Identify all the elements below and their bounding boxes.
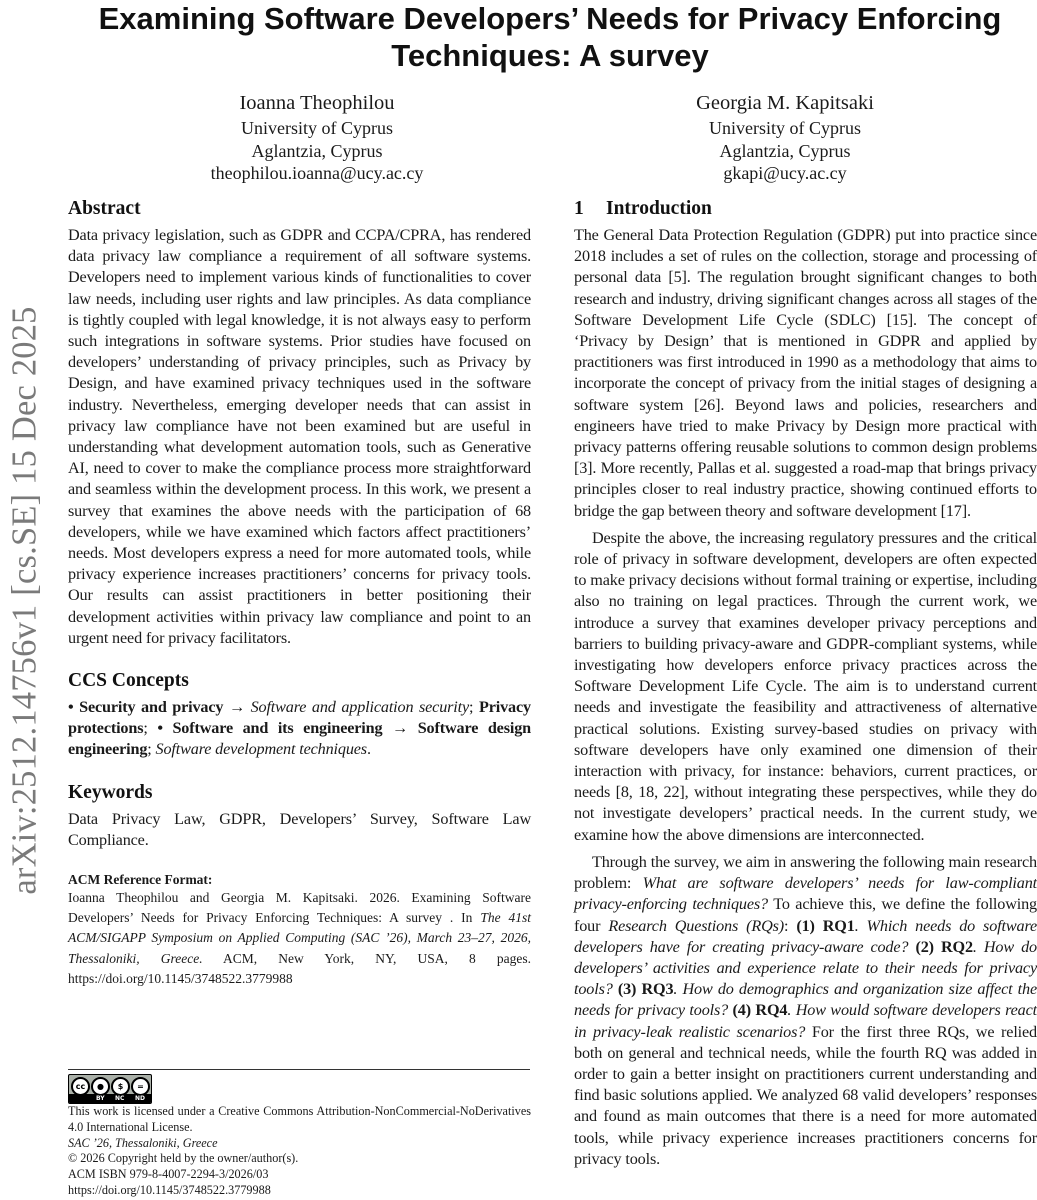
badge-label-nc: NC — [115, 1095, 125, 1102]
right-column — [574, 197, 1037, 1170]
author-location: Aglantzia, Cyprus — [251, 140, 383, 161]
author-name: Georgia M. Kapitsaki — [696, 92, 874, 114]
title-line-2: Techniques: A survey — [391, 38, 709, 73]
author-affiliation: University of Cyprus — [241, 118, 393, 138]
ccs-arrow: → — [382, 719, 418, 738]
left-column — [68, 197, 531, 989]
ccs-concepts — [68, 697, 531, 761]
footer-rule — [68, 1069, 530, 1070]
author-block-2 — [605, 90, 965, 185]
rq3-label: (3) RQ3 — [612, 980, 674, 999]
rq2-label: (2) RQ2 — [908, 937, 973, 956]
rq4-text: . How would software developers react in privacy-leak realistic scenarios? — [574, 1001, 1037, 1041]
conference-line — [68, 1136, 531, 1152]
copyright-line: © 2026 Copyright held by the owner/author(s). — [68, 1151, 299, 1166]
badge-label-nd: ND — [135, 1095, 146, 1102]
badge-label-by: BY — [96, 1095, 105, 1102]
author-affiliation: University of Cyprus — [709, 118, 861, 138]
acm-reference-end: ACM, New York, NY, USA, 8 pages. https://doi.org/10.1145/3748522.3779988 — [68, 950, 531, 986]
ccs-sep: ; — [143, 719, 158, 738]
ccs-italic: Software and application security — [250, 698, 470, 717]
p3-text: Through the survey, we aim in answering the following main research problem: — [574, 852, 1037, 893]
author-email: gkapi@ucy.ac.cy — [723, 163, 847, 183]
creative-commons-badge — [68, 1074, 152, 1104]
rq-term: Research Questions (RQs) — [608, 916, 785, 935]
author-name: Ioanna Theophilou — [239, 92, 395, 114]
intro-paragraph-3 — [574, 852, 1037, 1170]
keywords-heading: Keywords — [68, 781, 153, 803]
p3-text: To achieve this, we define the following four — [574, 895, 1037, 935]
author-location: Aglantzia, Cyprus — [719, 140, 851, 161]
section-number: 1 — [574, 198, 584, 219]
isbn-line: ACM ISBN 979-8-4007-2294-3/2026/03 — [68, 1167, 269, 1182]
arxiv-identifier-text: arXiv:2512.14756v1 [cs.SE] 15 Dec 2025 — [5, 306, 44, 895]
rq1-text: . Which needs do software developers have for creating privacy-aware code? — [574, 916, 1037, 956]
keywords-text: Data Privacy Law, GDPR, Developers’ Survey, Software Law Compliance. — [68, 809, 531, 849]
acm-reference-text — [68, 888, 531, 989]
intro-paragraph-2: Despite the above, the increasing regulatory pressures and the critical role of privacy in software development, developers are often expected to make privacy decisions without formal training or expertise, including also no training on legal practices. Through the current work, we introduce a survey that examines developer privacy perceptions and barriers to building privacy-aware and GDPR-compliant systems, while investigating how developers enforce privacy practices across the Software Development Life Cycle. The aim is to understand current needs and investigate the feasibility and attractiveness of alternative practical solutions. Existing survey-based studies on privacy with software developers have only examined one dimension of their interaction with privacy, for instance: behaviors, current practices, or needs [8, 18, 22], without integrating these perspectives, while they do not investigate developers’ practical needs. In the current study, we examine how the above dimensions are interconnected. — [574, 528, 1037, 844]
doi-line: https://doi.org/10.1145/3748522.3779988 — [68, 1182, 271, 1197]
research-problem: What are software developers’ needs for law-compliant privacy-enforcing techniques? — [574, 874, 1037, 914]
p3-text: For the first three RQs, we relied both on general and technical needs, while the fourth RQ was added in order to gain a better insight on practitioners current understanding and find basic solutions applied. We analyzed 68 valid developers’ responses and found as main outcomes that there is a need for more automated tools, while privacy experience increases practitioners concerns for privacy tools. — [574, 1022, 1037, 1168]
author-block-1 — [137, 90, 497, 185]
cc-icon: cc — [71, 1077, 90, 1096]
title-line-1: Examining Software Developers’ Needs for Privacy Enforcing — [98, 1, 1002, 36]
rq1-label: (1) RQ1 — [796, 916, 855, 935]
dollar-icon: $ — [111, 1077, 130, 1096]
conference-name: SAC ’26, Thessaloniki, Greece — [68, 1135, 218, 1150]
rq4-label: (4) RQ4 — [728, 1001, 788, 1020]
abstract-heading: Abstract — [68, 198, 141, 219]
author-email: theophilou.ioanna@ucy.ac.cy — [210, 163, 424, 183]
ccs-bold: Software design engineering — [68, 719, 532, 759]
ccs-italic: Software development techniques — [155, 740, 367, 759]
ccs-arrow: → — [223, 698, 251, 717]
acm-reference-heading: ACM Reference Format: — [68, 872, 213, 888]
p3-text: : — [784, 916, 797, 935]
acm-reference-plain: Ioanna Theophilou and Georgia M. Kapitsaki. 2026. Examining Software Developers’ Needs for Privacy Enforcing Techniques: A survey . In — [68, 890, 531, 926]
ccs-bold: Privacy protections — [68, 698, 531, 738]
ccs-bold: • Software and its engineering — [157, 719, 383, 738]
paper-title — [60, 0, 1037, 74]
ccs-end: . — [366, 740, 371, 759]
person-icon: ● — [91, 1077, 110, 1096]
ccs-heading: CCS Concepts — [68, 670, 189, 692]
section-title: Introduction — [606, 198, 712, 219]
ccs-sep: ; — [147, 740, 156, 759]
license-footer — [68, 1104, 531, 1199]
rq2-text: . How do developers’ activities and experience relate to their needs for privacy tools? — [574, 937, 1037, 999]
ccs-bold: • Security and privacy — [68, 698, 224, 717]
arxiv-identifier-stamp — [2, 268, 48, 933]
license-statement: This work is licensed under a Creative Commons Attribution-NonCommercial-NoDerivatives 4.0 International License. — [68, 1104, 531, 1134]
equals-icon: = — [131, 1077, 150, 1096]
acm-reference-venue: The 41st ACM/SIGAPP Symposium on Applied Computing (SAC ’26), March 23–27, 2026, Thessaloniki, Greece. — [68, 910, 531, 966]
introduction-heading — [574, 197, 1037, 221]
rq3-text: . How do demographics and organization size affect the needs for privacy tools? — [574, 980, 1037, 1020]
ccs-sep: ; — [469, 698, 479, 717]
intro-paragraph-1: The General Data Protection Regulation (GDPR) put into practice since 2018 includes a set of rules on the collection, storage and processing of personal data [5]. The regulation brought significant changes to both research and industry, driving significant changes across all stages of the Software Development Life Cycle (SDLC) [15]. The concept of ‘Privacy by Design’ that is mentioned in GDPR and applied by practitioners was first introduced in 1990 as a methodology that aims to incorporate the concept of privacy from the initial stages of designing a software system [26]. Beyond laws and policies, researchers and engineers have tried to make Privacy by Design more practical with privacy patterns offering reusable solutions to common design problems [3]. More recently, Pallas et al. suggested a road-map that brings privacy principles closer to real industry practice, showing continued efforts to bridge the gap between theory and software development [17]. — [574, 226, 1037, 520]
abstract-text: Data privacy legislation, such as GDPR and CCPA/CPRA, has rendered data privacy law compliance a requirement of all software systems. Developers need to implement various kinds of functionalities to cover law needs, including user rights and law principles. As data compliance is tightly coupled with legal knowledge, it is not always easy to perform such integrations in software systems. Prior studies have focused on developers’ understanding of privacy principles, such as Privacy by Design, and have examined privacy techniques used in the software industry. Nevertheless, emerging developer needs that can assist in privacy law compliance have not been examined but are useful in understanding what development automation tools, such as Generative AI, need to cover to make the compliance process more straightforward and seamless within the development process. In this work, we present a survey that examines the above needs with the participation of 68 developers, while we have examined which factors affect practitioners’ needs. Most developers express a need for more automated tools, while privacy experience increases practitioners’ concerns for privacy tools. Our results can assist practitioners in better positioning their development activities within privacy law compliance and point to an urgent need for privacy facilitators. — [68, 226, 531, 647]
